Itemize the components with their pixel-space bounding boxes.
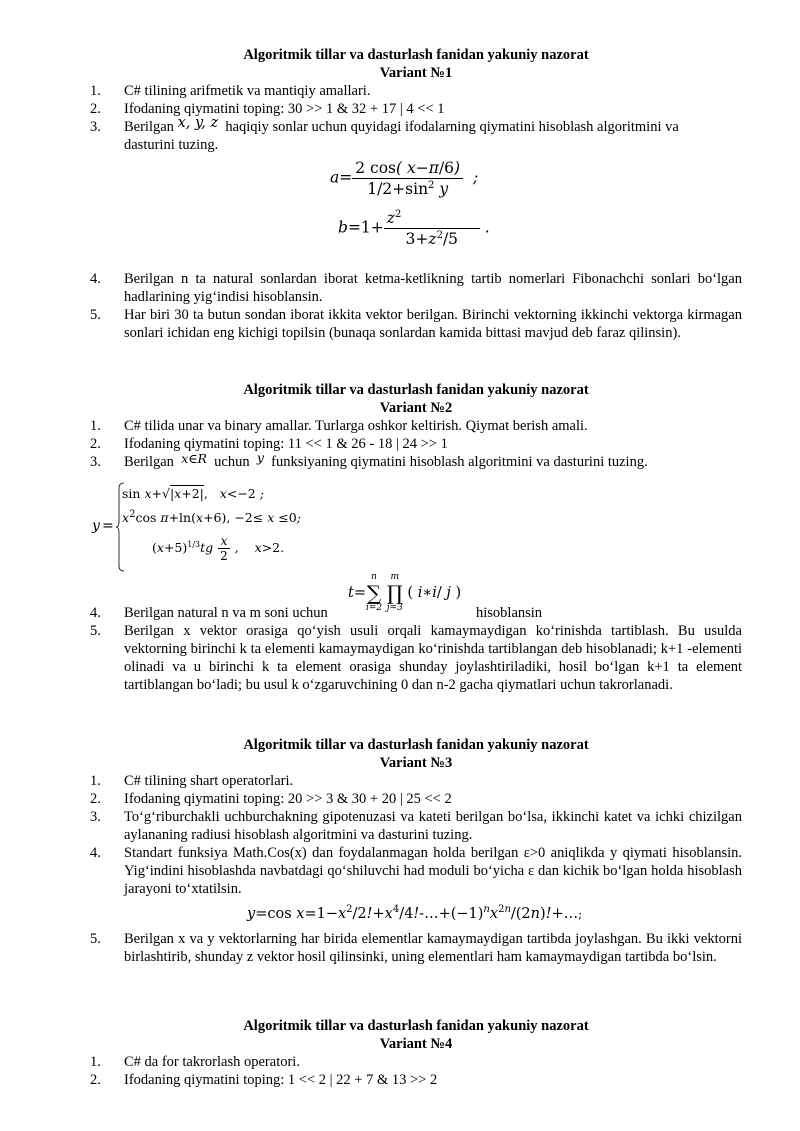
question-2: 2. Ifodaning qiymatini toping: 30 >> 1 & 32 + 17 | 4 << 1 bbox=[90, 101, 445, 117]
question-5: 5. Berilgan x va y vektorlarning har birida elementlar kamaymaydigan tartibda joylashgan. Bu ikki vektorni birlashtirib, shunday z vektor hosil qilinsinki, uning elementlari ham kamaymaydigan tartibda bo‘lsin. bbox=[90, 931, 742, 965]
variant-number: Variant №1 bbox=[379, 65, 453, 81]
question-4: 4. Standart funksiya Math.Cos(x) dan foydalanmagan holda berilgan ε>0 aniqlikda y qiymati hisoblansin. Yig‘indini hisoblashda navbatdagi qo‘shiluvchi had moduli bo‘yicha ε dan kichik bo‘lgan holda hisoblash jarayoni to‘xtatilsin. bbox=[90, 845, 742, 897]
variant-title: Algoritmik tillar va dasturlash fanidan yakuniy nazorat bbox=[243, 47, 589, 63]
question-5: 5. Berilgan x vektor orasiga qo‘yish usuli orqali kamaymaydigan ko‘rinishda tartiblash. Bu usulda vektorning birinchi k ta elementi kamaymaydigan ko‘rinishda tartiblangan deb hisoblanadi; k+1 -elementi olinadi va u birinchi k ta element orasiga shunday joylashtiriladiki, hosil bo‘lgan k+1 ta element tartiblangan bo‘ladi; bu usul k o‘zgaruvchining 0 dan n-2 gacha qiymatlari uchun takrorlanadi. bbox=[90, 623, 742, 693]
variant-2 bbox=[90, 381, 742, 471]
question-1: 1. C# tilining shart operatorlari. bbox=[90, 773, 294, 789]
question-5: 5. Har biri 30 ta butun sondan iborat ikkita vektor berilgan. Birinchi vektorning ikkinchi vektorga kirmagan sonlari ichidan eng kichigi topilsin (bunaqa sonlardan kamida bittasi mavjud deb faraz qilinsin). bbox=[90, 307, 742, 341]
variant-number: Variant №2 bbox=[379, 400, 453, 416]
formula-a: a= $\frac{2 \cos( x-\pi/6)}{1/2+\sin^2 y}$ ; bbox=[330, 159, 479, 198]
question-4: 4. Berilgan natural n va m soni uchun hisoblansin bbox=[90, 605, 543, 621]
variant-1 bbox=[90, 46, 742, 154]
question-3: 3. Berilgan x∈R uchun y funksiyaning qiymatini hisoblash algoritmini va dasturini tuzing. bbox=[90, 450, 648, 470]
variant-4 bbox=[90, 1017, 742, 1089]
question-1: 1. C# tilida unar va binary amallar. Turlarga oshkor keltirish. Qiymat berish amali. bbox=[90, 418, 588, 434]
question-3: 3. To‘g‘riburchakli uchburchakning gipotenuzasi va kateti berilgan bo‘lsa, ikkinchi katet va ichki chizilgan aylananing radiusi hisoblash algoritmini va dasturini tuzing. bbox=[90, 809, 742, 843]
question-1: 1. C# tilining arifmetik va mantiqiy amallari. bbox=[90, 83, 371, 99]
question-2: 2. Ifodaning qiymatini toping: 11 << 1 & 26 - 18 | 24 >> 1 bbox=[90, 436, 448, 452]
formula-cos-series: y=cos $x=1-x^2/2!+x^4/4!-\dots+(-1)^nx^{2n}/(2n)!+\dots$; bbox=[247, 904, 583, 922]
variant-number: Variant №4 bbox=[379, 1036, 453, 1052]
question-2: 2. Ifodaning qiymatini toping: 1 << 2 | 22 + 7 & 13 >> 2 bbox=[90, 1072, 438, 1088]
question-2: 2. Ifodaning qiymatini toping: 20 >> 3 & 30 + 20 | 25 << 2 bbox=[90, 791, 452, 807]
formula-piecewise: y = sin x+√|x+2|, x<−2 ; $x^2\cos$ π+ln(x+6), −2≤ x ≤0; $(x+5)^{1/3}tg$ $\frac{x}{2}$ , x>2. bbox=[92, 482, 452, 572]
question-1: 1. C# da for takrorlash operatori. bbox=[90, 1054, 300, 1070]
variant-3 bbox=[90, 736, 742, 898]
question-list bbox=[90, 82, 742, 154]
variant-title: Algoritmik tillar va dasturlash fanidan yakuniy nazorat bbox=[243, 382, 589, 398]
question-3: 3. Berilgan x, y, z haqiqiy sonlar uchun quyidagi ifodalarning qiymatini hisoblash algoritmini va dasturini tuzing. bbox=[90, 115, 679, 153]
variant-number: Variant №3 bbox=[379, 755, 453, 771]
variant-title: Algoritmik tillar va dasturlash fanidan yakuniy nazorat bbox=[243, 1018, 589, 1034]
variant-title: Algoritmik tillar va dasturlash fanidan yakuniy nazorat bbox=[243, 737, 589, 753]
formula-b: b=1+ $\frac{z^2}{3+z^2/5}$ . bbox=[338, 208, 490, 248]
question-4: 4. Berilgan n ta natural sonlardan iborat ketma-ketlikning tartib nomerlari Fibonachchi sonlari bo‘lgan hadlarining yig‘indisi hisoblansin. bbox=[90, 271, 742, 305]
formula-t: t= n ∑ i=2 m ∏ j=3 ( i∗i/ j ) bbox=[348, 572, 462, 613]
